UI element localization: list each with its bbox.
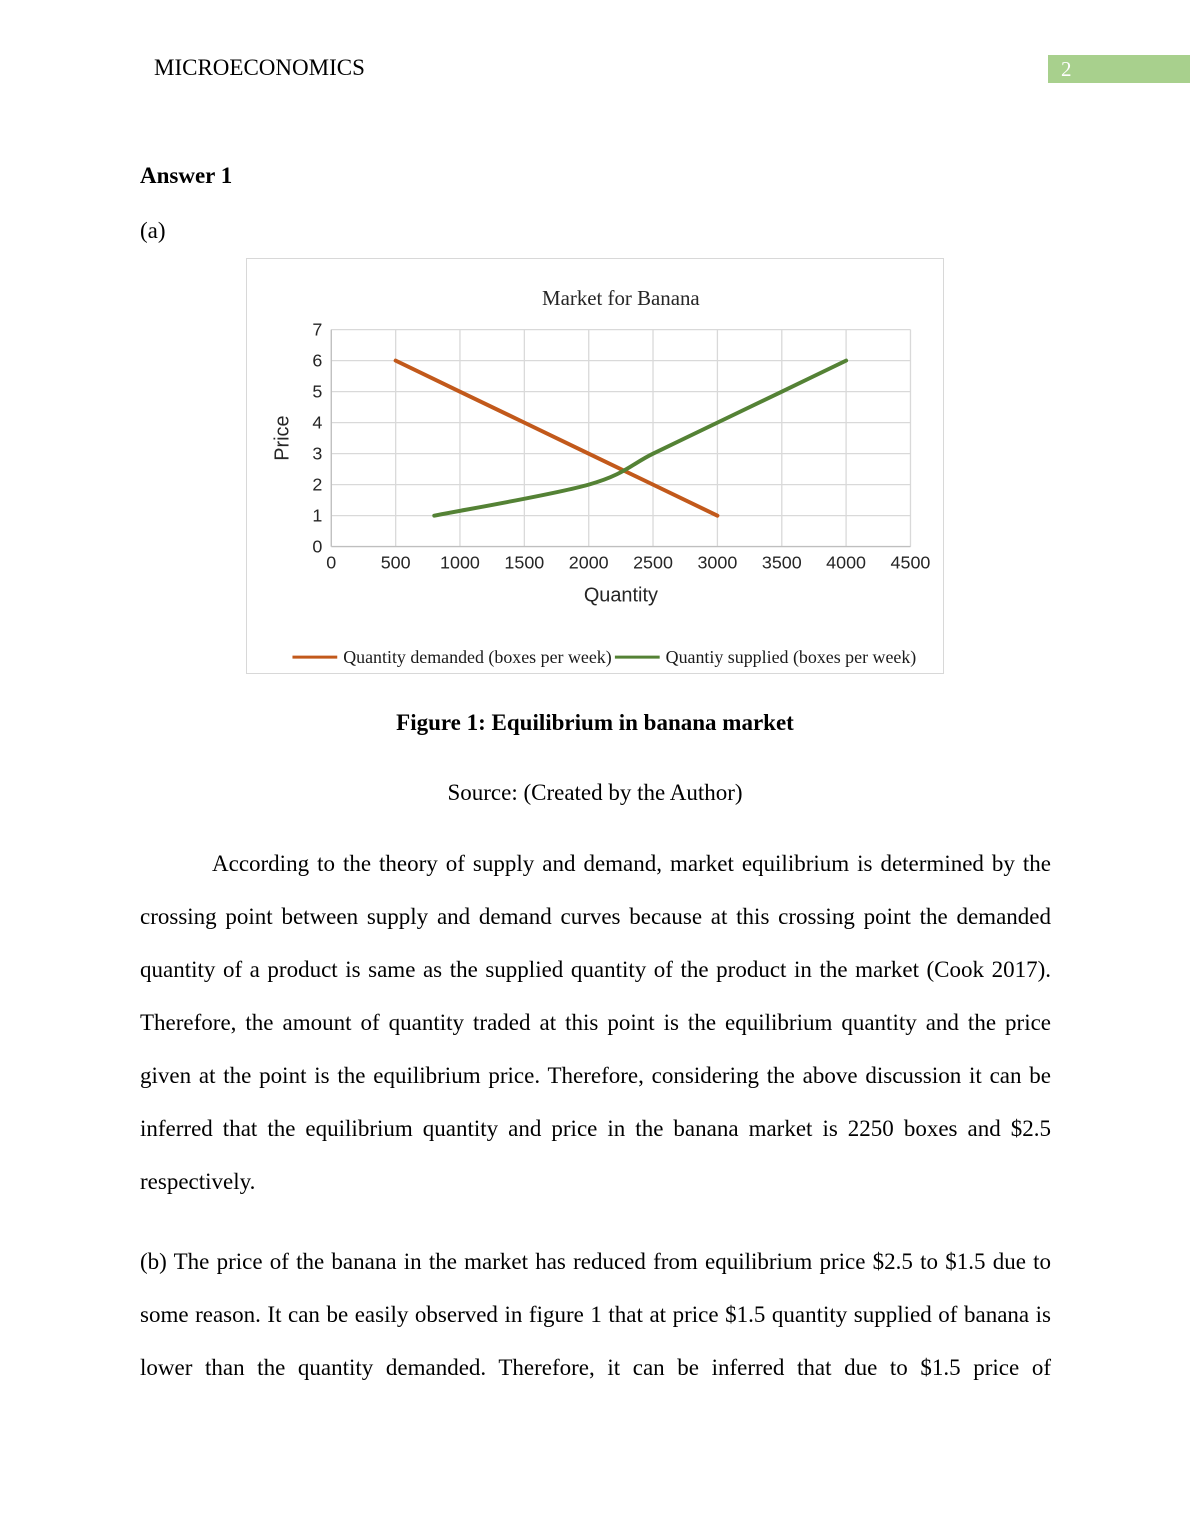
- y-tick-label: 1: [312, 505, 323, 526]
- header-title: MICROECONOMICS: [154, 55, 365, 80]
- answer-heading: Answer 1: [140, 163, 233, 188]
- x-tick-label: 3000: [697, 552, 738, 573]
- y-tick-label: 5: [312, 381, 323, 402]
- paragraph-answer-a: According to the theory of supply and demand, market equilibrium is determined by the crossing point between supply and demand curves because at this crossing point the demanded quantity of a product is same as the supplied quantity of the product in the market (Cook 2017). Therefore, the amount of quantity traded at this point is the equilibrium quantity and the price given at the point is the equilibrium price. Therefore, considering the above discussion it can be inferred that the equilibrium quantity and price in the banana market is 2250 boxes and $2.5 respectively.: [140, 851, 1051, 1194]
- paragraph-answer-b: (b) The price of the banana in the market has reduced from equilibrium price $2.5 to $1.5 due to some reason. It can be easily observed in figure 1 that at price $1.5 quantity supplied of banana is lower than the quantity demanded. Therefore, it can be inferred that due to $1.5 price of: [140, 1249, 1051, 1380]
- banana-market-chart: [247, 259, 943, 673]
- x-tick-label: 2500: [633, 552, 673, 573]
- quantiy-supplied-boxes-per-week-line: [434, 361, 846, 516]
- x-tick-label: 4000: [826, 552, 867, 573]
- x-tick-label: 1000: [440, 552, 480, 573]
- x-tick-label: 500: [380, 552, 411, 573]
- y-tick-label: 3: [312, 443, 323, 464]
- x-tick-label: 1500: [504, 552, 545, 573]
- x-tick-label: 4500: [890, 552, 931, 573]
- y-tick-label: 0: [312, 536, 323, 557]
- page-number-box: [1048, 55, 1190, 83]
- figure-caption: Figure 1: Equilibrium in banana market: [396, 710, 794, 735]
- y-tick-label: 2: [312, 474, 323, 495]
- chart-title: Market for Banana: [542, 285, 700, 310]
- page-number: 2: [1061, 57, 1072, 81]
- x-tick-label: 3500: [761, 552, 802, 573]
- x-tick-label: 2000: [568, 552, 609, 573]
- legend-label: Quantity demanded (boxes per week): [343, 647, 612, 668]
- legend-label: Quantiy supplied (boxes per week): [665, 647, 917, 668]
- part-a-label: (a): [140, 218, 166, 243]
- source-line: Source: (Created by the Author): [447, 780, 743, 805]
- x-axis-label: Quantity: [583, 584, 658, 607]
- y-tick-label: 7: [312, 319, 323, 340]
- chart-frame: [246, 258, 944, 674]
- y-tick-label: 6: [312, 350, 323, 371]
- y-axis-label: Price: [271, 415, 294, 461]
- x-tick-label: 0: [326, 552, 337, 573]
- y-tick-label: 4: [312, 412, 323, 433]
